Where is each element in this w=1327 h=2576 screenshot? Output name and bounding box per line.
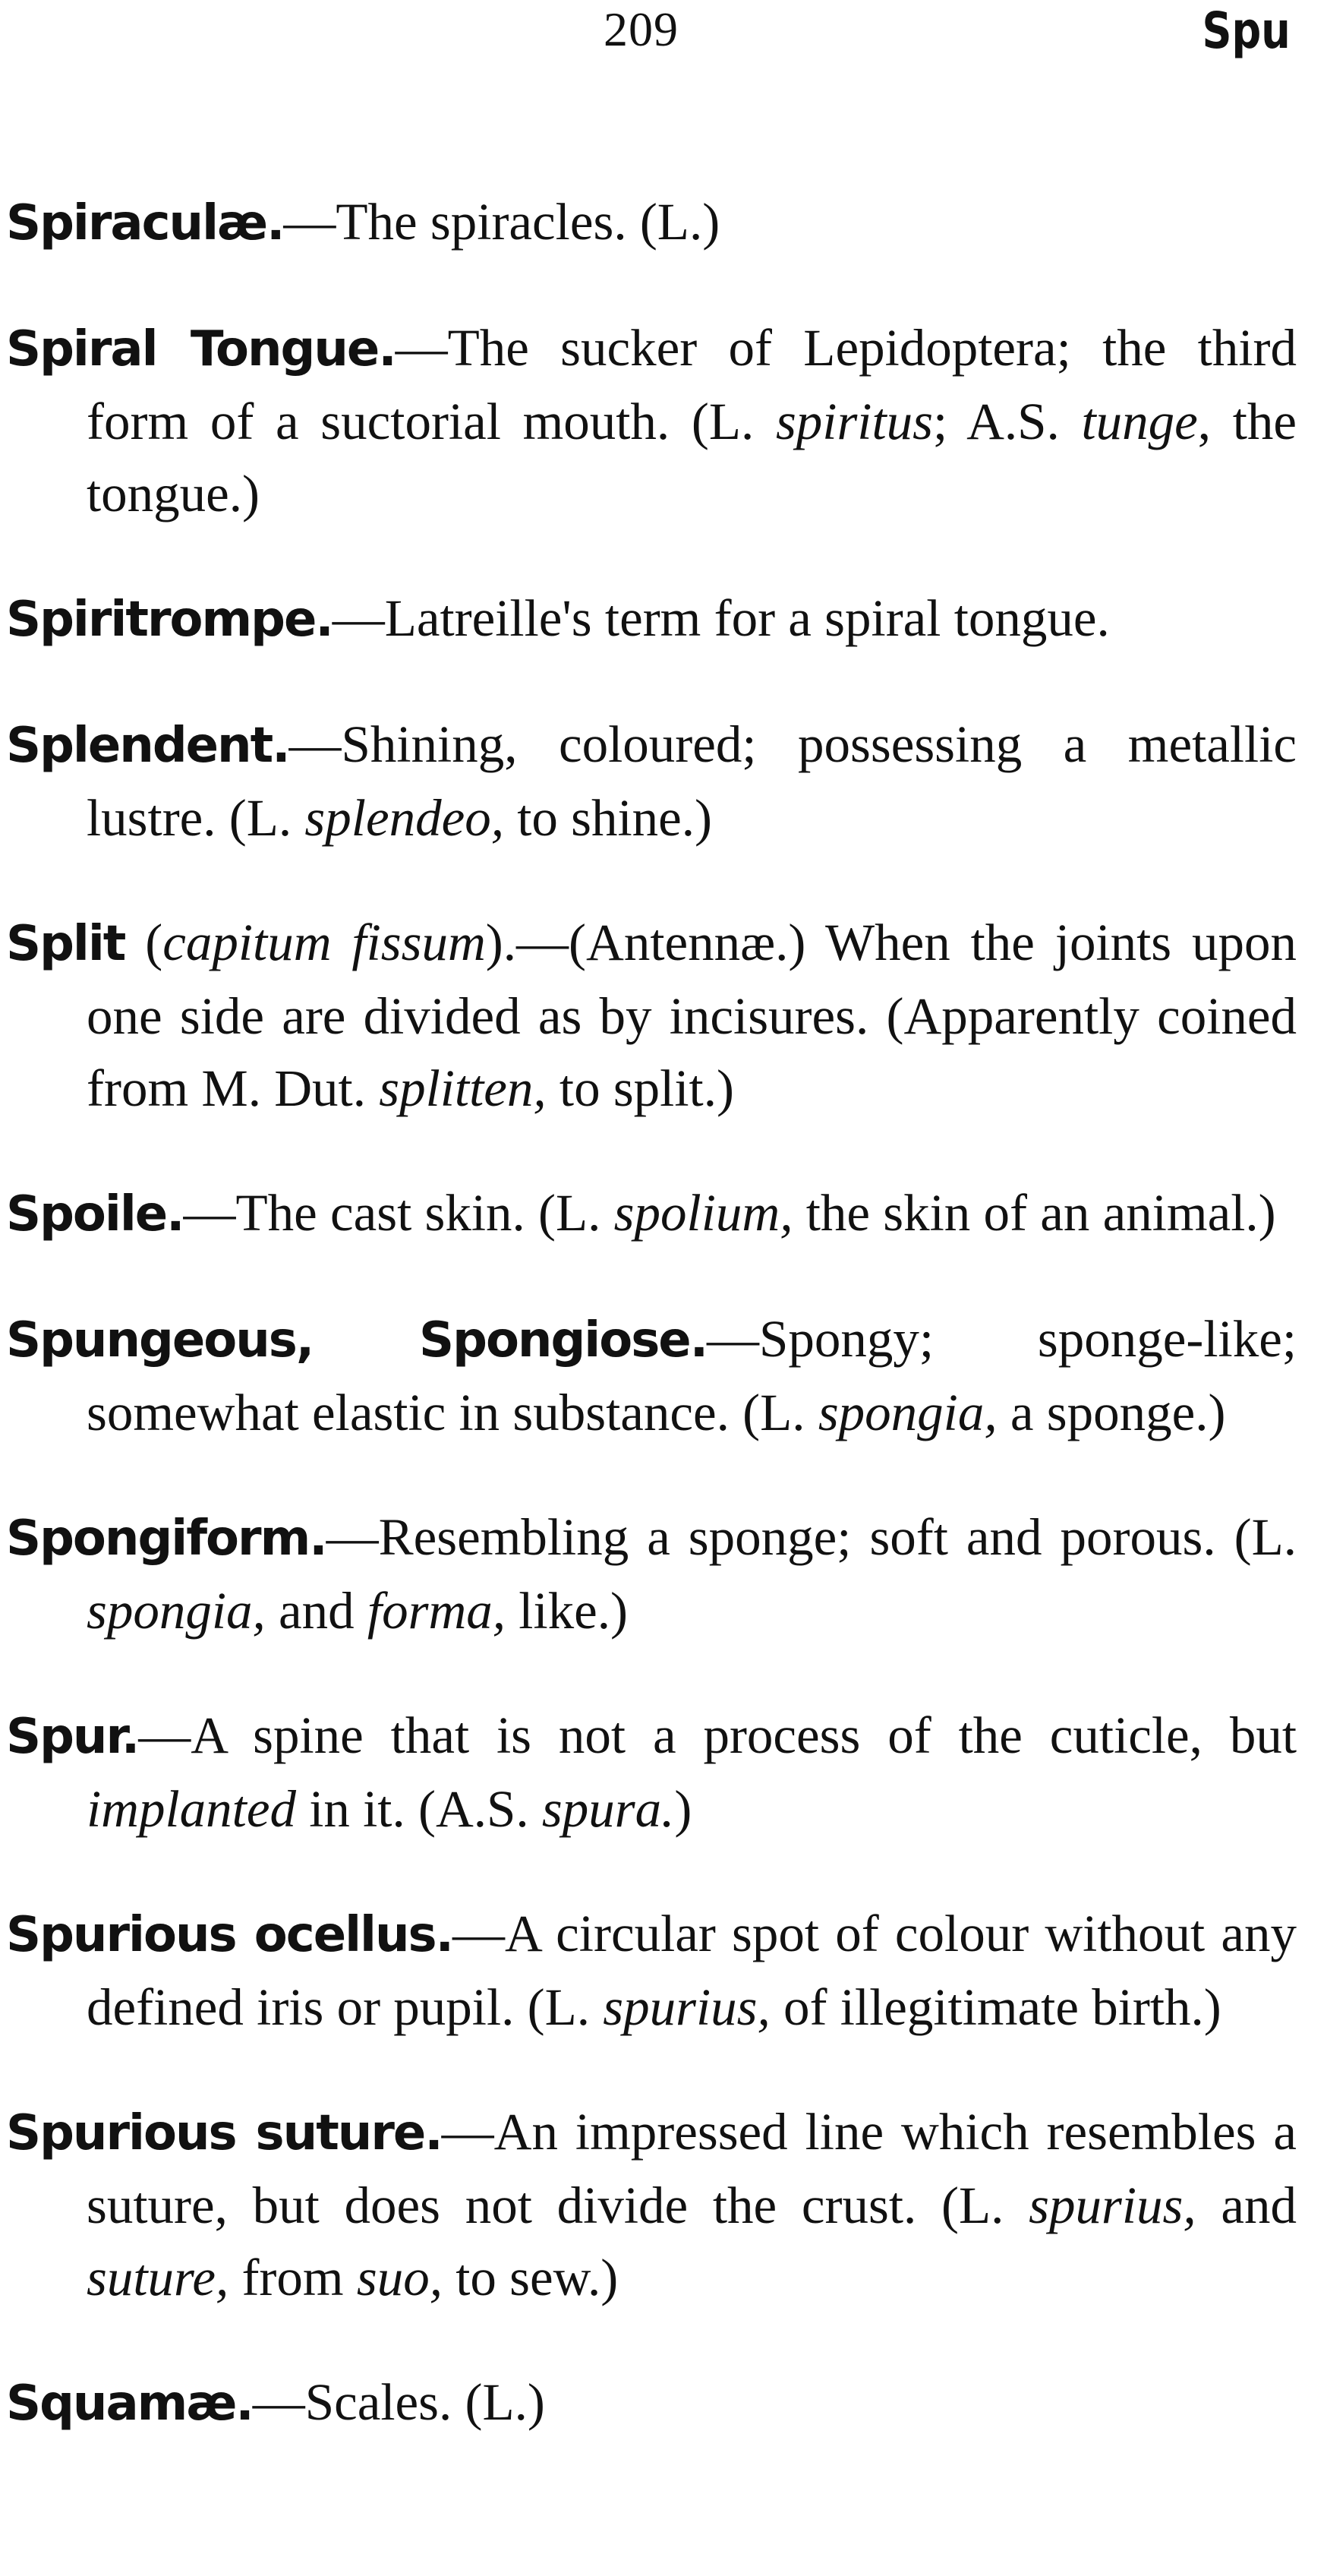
entry-italic: spurius, xyxy=(1029,2177,1196,2234)
dictionary-entry xyxy=(6,1700,1297,1845)
entry-italic: forma, xyxy=(367,1582,506,1640)
entry-text: , the tongue.) xyxy=(87,393,1297,522)
entry-text: to split.) xyxy=(546,1059,734,1117)
entry-text: from xyxy=(229,2249,357,2306)
dictionary-entry xyxy=(6,709,1297,854)
entry-text: in it. (A.S. xyxy=(295,1780,542,1838)
entry-headword: Spiral Tongue. xyxy=(6,321,396,377)
entry-text: —Scales. (L.) xyxy=(252,2373,545,2431)
entry-text: ) xyxy=(674,1780,692,1838)
entry-headword: Spurious suture. xyxy=(6,2105,442,2161)
entry-headword: Splendent. xyxy=(6,718,289,774)
entry-italic: spongia, xyxy=(818,1384,998,1441)
dictionary-entry xyxy=(6,1898,1297,2044)
page-number: 209 xyxy=(604,2,679,56)
dictionary-entry xyxy=(6,1501,1297,1647)
entry-text: —The spiracles. (L.) xyxy=(283,193,720,251)
entry-italic: splendeo, xyxy=(304,789,504,847)
entry-text: —Shining, coloured; possessing a metallic lustre. (L. xyxy=(87,715,1297,847)
running-head: Spu xyxy=(1202,2,1291,60)
entry-text: to shine.) xyxy=(503,789,712,847)
entry-italic: spongia, xyxy=(87,1582,266,1640)
entry-text: —Spongy; sponge-like; somewhat elastic in substance. (L. xyxy=(87,1310,1297,1441)
entry-italic: spiritus xyxy=(775,393,934,450)
page-header xyxy=(0,0,1327,68)
entry-headword: Spiraculæ. xyxy=(6,195,284,251)
entry-italic: spurius, xyxy=(603,1978,771,2036)
entry-text: the skin of an animal.) xyxy=(793,1184,1276,1242)
dictionary-entry xyxy=(6,186,1297,260)
entry-headword: Spoile. xyxy=(6,1186,184,1242)
entry-italic: spura. xyxy=(541,1780,675,1838)
entry-headword: Split xyxy=(6,916,125,972)
entry-text: —A spine that is not a process of the cuticle, but xyxy=(138,1706,1297,1764)
entry-text: —The cast skin. (L. xyxy=(183,1184,614,1242)
entry-text: to sew.) xyxy=(442,2249,619,2306)
dictionary-entry xyxy=(6,582,1297,656)
entry-italic: suo, xyxy=(356,2249,443,2306)
entry-text: and xyxy=(265,1582,367,1640)
entry-text: —The sucker of Lepidoptera; the third form of a suctorial mouth. (L. xyxy=(87,319,1297,450)
dictionary-entry xyxy=(6,2096,1297,2314)
dictionary-entry xyxy=(6,2366,1297,2440)
entry-text: of illegitimate birth.) xyxy=(770,1978,1221,2036)
dictionary-entry xyxy=(6,907,1297,1125)
entry-italic: implanted xyxy=(87,1780,296,1838)
entry-text: —An impressed line which resembles a suture, but does not divide the crust. (L. xyxy=(87,2103,1297,2234)
entry-text: —A circular spot of colour without any defined iris or pupil. (L. xyxy=(87,1905,1297,2036)
entry-italic: suture, xyxy=(87,2249,229,2306)
entry-text: ; A.S. xyxy=(933,393,1082,450)
entry-headword: Spurious ocellus. xyxy=(6,1907,452,1963)
entry-headword: Spongiform. xyxy=(6,1511,326,1567)
entry-text: and xyxy=(1196,2177,1297,2234)
entry-text: like.) xyxy=(506,1582,628,1640)
entry-text: ).—(Antennæ.) When the joints upon one side are divided as by incisures. (Apparently coined from M. Dut. xyxy=(87,914,1297,1117)
entry-text: —Latreille's term for a spiral tongue. xyxy=(332,589,1110,647)
entry-italic: spolium, xyxy=(613,1184,793,1242)
entry-text: ( xyxy=(125,914,163,971)
entry-headword: Spiritrompe. xyxy=(6,592,333,648)
dictionary-entry xyxy=(6,1177,1297,1251)
dictionary-entry xyxy=(6,312,1297,530)
entry-italic: tunge xyxy=(1081,393,1198,450)
entry-text: —Resembling a sponge; soft and porous. (L. xyxy=(326,1508,1297,1566)
dictionary-entry xyxy=(6,1303,1297,1449)
entry-italic: splitten, xyxy=(379,1059,547,1117)
entry-headword: Spur. xyxy=(6,1709,139,1765)
entry-headword: Spungeous, Spongiose. xyxy=(6,1312,708,1368)
entry-text: a sponge.) xyxy=(997,1384,1226,1441)
entry-italic: capitum fissum xyxy=(162,914,486,971)
entry-headword: Squamæ. xyxy=(6,2376,253,2432)
entry-list xyxy=(6,134,1297,2481)
